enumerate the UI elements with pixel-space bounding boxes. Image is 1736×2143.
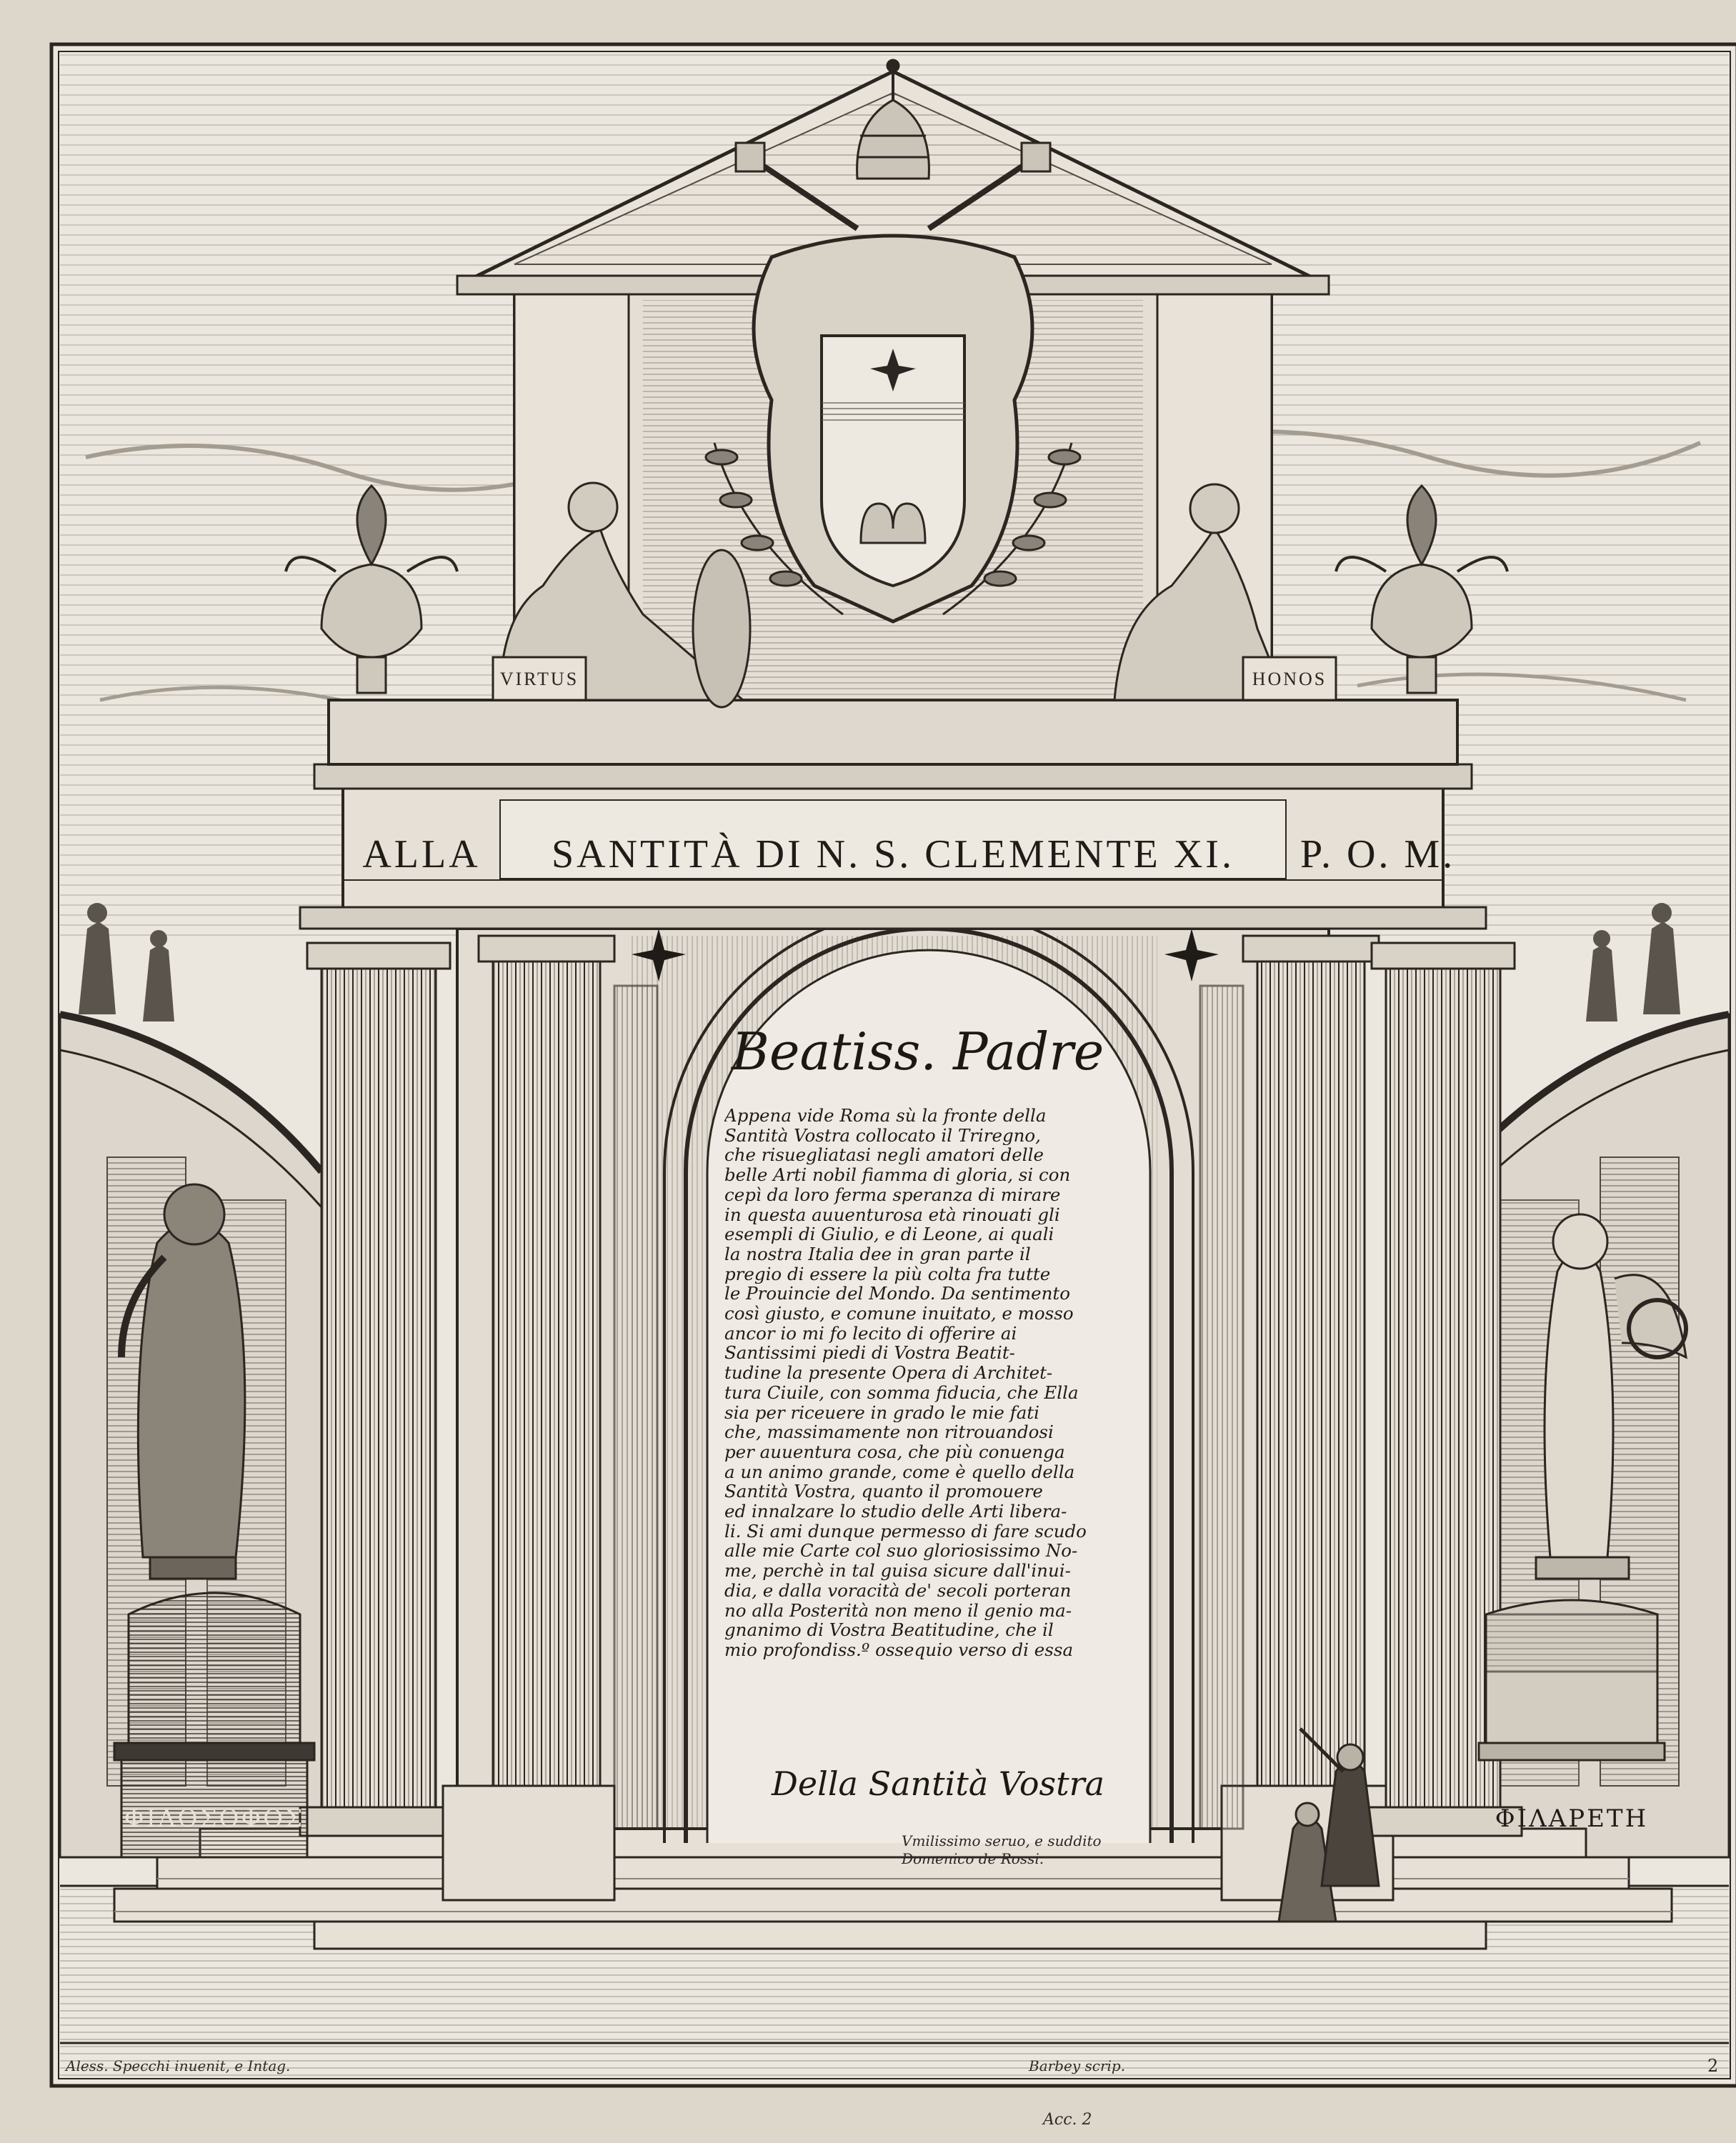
letter-line: belle Arti nobil fiamma di gloria, si con [724,1165,1071,1185]
letter-closing: Della Santità Vostra [772,1764,1105,1803]
plinth-label-honos: HONOS [1252,669,1327,689]
letter-line: la nostra Italia dee in gran parte il [724,1244,1031,1264]
letter-line: che risuegliatasi negli amatori delle [724,1145,1044,1166]
letter-line: che, massimamente non ritrouandosi [724,1422,1054,1442]
scribe-credit: Barbey scrip. [1029,2057,1126,2074]
dedication-letter [714,1021,1143,1864]
collection-stamp: Acc. 2 [1043,2111,1092,2129]
signature-line-2: Domenico de Rossi. [902,1850,1044,1867]
letter-line: Santissimi piedi di Vostra Beatit- [724,1343,1015,1364]
letter-line: esempli di Giulio, e di Leone, ai quali [724,1224,1054,1244]
letter-line: pregio di essere la più colta fra tutte [724,1264,1051,1284]
letter-line: Santità Vostra, quanto il promouere [724,1482,1043,1502]
letter-body [724,1106,1142,1660]
frieze-inscription-center: SANTITÀ DI N. S. CLEMENTE XI. [552,832,1234,876]
letter-line: alle mie Carte col suo gloriosissimo No- [724,1541,1078,1562]
letter-line: sia per riceuere in grado le mie fati [724,1402,1039,1423]
letter-line: le Prouincie del Mondo. Da sentimento [724,1284,1070,1304]
letter-line: no alla Posterità non meno il genio ma- [724,1600,1072,1621]
engraver-credit: Aless. Specchi inuenit, e Intag. [66,2057,291,2074]
pedestal-label-left: ΦΙΛΟΣΟΦΟΣ [124,1804,305,1833]
letter-heading: Beatiss. Padre [732,1021,1104,1082]
signature-line-1: Vmilissimo seruo, e suddito [902,1832,1102,1849]
page-number: 2 [1707,2056,1719,2076]
letter-line: mio profondiss.º ossequio verso di essa [724,1639,1074,1660]
letter-line: a un animo grande, come è quello della [724,1462,1075,1482]
frieze-inscription-left: ALLA [362,832,481,876]
letter-line: ancor io mi fo lecito di offerire ai [724,1323,1017,1344]
letter-line: dia, e dalla voracità de' secoli porteran [724,1580,1072,1601]
plinth-label-virtus: VIRTUS [499,669,579,689]
letter-line: me, perchè in tal guisa sicure dall'inui- [724,1561,1071,1581]
frieze-inscription-right: P. O. M. [1300,832,1456,876]
letter-line: tura Ciuile, con somma fiducia, che Ella [724,1382,1079,1403]
letter-line: in questa auuenturosa età rinouati gli [724,1204,1060,1225]
letter-line: così giusto, e comune inuitato, e mosso [724,1304,1074,1324]
letter-line: per auuentura cosa, che più conuenga [724,1442,1065,1462]
letter-line: tudine la presente Opera di Architet- [724,1363,1053,1383]
pedestal-label-right: ΦΙΛΑΡΕΤΗ [1495,1804,1649,1833]
letter-line: Appena vide Roma sù la fronte della [724,1106,1047,1126]
letter-line: cepì da loro ferma speranza di mirare [724,1184,1061,1205]
letter-line: Santità Vostra collocato il Triregno, [724,1125,1041,1146]
letter-line: gnanimo di Vostra Beatitudine, che il [724,1620,1054,1640]
letter-line: ed innalzare lo studio delle Arti libera- [724,1502,1067,1522]
letter-line: li. Si ami dunque permesso di fare scudo [724,1521,1087,1542]
